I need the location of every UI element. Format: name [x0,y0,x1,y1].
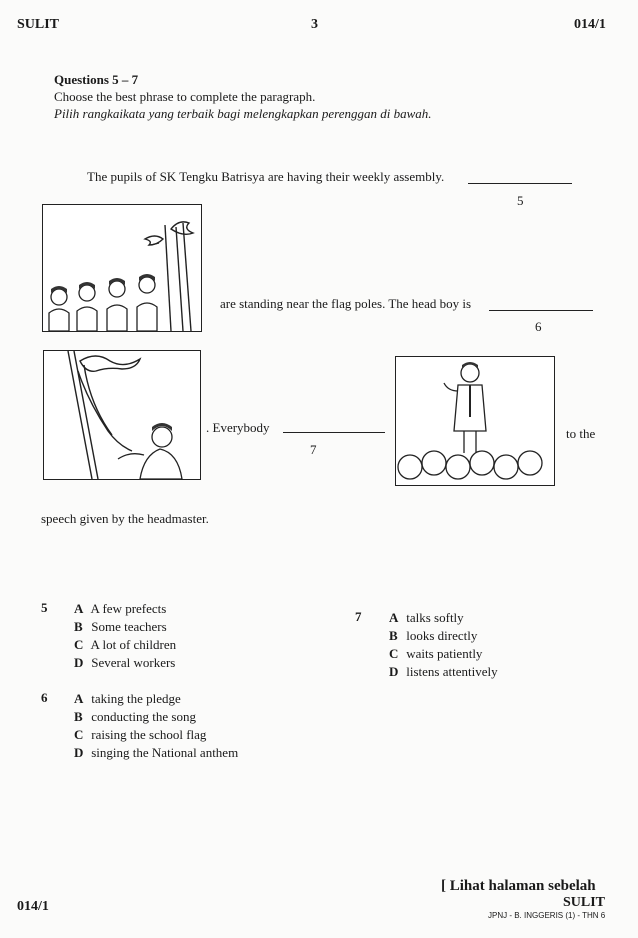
option-7b[interactable]: B looks directly [389,628,478,643]
page-number: 3 [311,17,318,32]
paragraph-line3-end: to the [566,426,596,441]
blank-6-number: 6 [535,319,542,334]
blank-5-number: 5 [517,193,524,208]
option-5b[interactable]: B Some teachers [74,619,167,634]
blank-7-line [283,432,385,433]
option-7c[interactable]: C waits patiently [389,646,483,661]
picture-headmaster-speech [395,356,555,486]
footer-next-page: [ Lihat halaman sebelah [441,878,596,894]
paragraph-line3: . Everybody [206,420,270,435]
question-6-options [74,690,238,762]
header-code: 014/1 [574,17,606,32]
option-5c[interactable]: C A lot of children [74,637,177,652]
footer-code: 014/1 [17,899,49,914]
footer-exam-code: JPNJ - B. INGGERIS (1) - THN 6 [488,911,606,920]
footer-sulit: SULIT [563,895,606,910]
question-5-options [74,600,176,672]
option-5d[interactable]: D Several workers [74,655,176,670]
paragraph-line4: speech given by the headmaster. [41,511,209,526]
picture-flag-raising [43,350,201,480]
question-7-number: 7 [355,609,362,624]
header-sulit: SULIT [17,17,60,32]
question-7-options [389,609,498,681]
picture-prefects [42,204,202,332]
option-7a[interactable]: A talks softly [389,610,464,625]
blank-5-line [468,183,572,184]
instruction-malay: Pilih rangkaikata yang terbaik bagi melengkapkan perenggan di bawah. [54,106,432,121]
prefects-illustration [43,205,201,331]
question-6-number: 6 [41,690,48,705]
flag-raising-illustration [44,351,200,479]
option-6d[interactable]: D singing the National anthem [74,745,239,760]
paragraph-line2: are standing near the flag poles. The head boy is [220,296,472,311]
questions-title: Questions 5 – 7 [54,72,139,87]
option-6b[interactable]: B conducting the song [74,709,196,724]
option-6c[interactable]: C raising the school flag [74,727,207,742]
instruction-english: Choose the best phrase to complete the paragraph. [54,89,316,104]
blank-7-number: 7 [310,442,317,457]
question-5-number: 5 [41,600,48,615]
paragraph-line1: The pupils of SK Tengku Batrisya are having their weekly assembly. [87,169,445,184]
option-6a[interactable]: A taking the pledge [74,691,181,706]
option-5a[interactable]: A A few prefects [74,601,167,616]
blank-6-line [489,310,593,311]
headmaster-illustration [396,357,554,485]
option-7d[interactable]: D listens attentively [389,664,498,679]
